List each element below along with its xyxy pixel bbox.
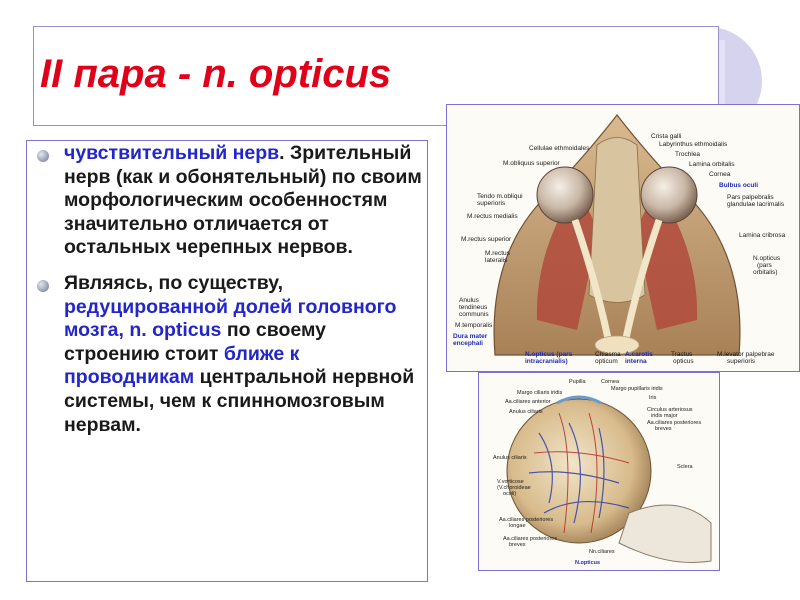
label-carotis-1: A.carotis (625, 351, 653, 358)
label-tractus-1: Tractus (671, 351, 693, 358)
label-aa-ciliares-post-1: Aa.ciliares posteriores (647, 420, 702, 426)
label-anulus-2: tendineus (459, 304, 488, 311)
label-dura-2: encephali (453, 340, 483, 347)
bullet2-highlight2: ближе к проводникам (64, 342, 300, 389)
bullet1-text: . Зрительный нерв (как и обонятельный) по своим морфологическим особенностям значительно отличается от остальных черепных нервов. (64, 142, 422, 259)
label-tractus-2: opticus (673, 358, 694, 365)
label-v-vorticose-3: oculi) (503, 491, 517, 497)
label-circulus-1: Circulus arteriosus (647, 407, 693, 413)
eyeball-figure (478, 372, 720, 571)
label-aa-post-breves-2: breves (509, 542, 526, 548)
label-circulus-2: iridis major (651, 413, 678, 419)
label-n-opticus-intra-1: N.opticus (pars (525, 351, 573, 358)
label-m-rectus-medialis: M.rectus medialis (467, 213, 518, 220)
label-pars-palp-1: Pars palpebralis (727, 194, 774, 201)
label-margo-ciliaris: Margo ciliaris iridis (517, 390, 563, 396)
bullet2-part1: Являясь, по существу, (64, 271, 284, 294)
label-aa-post-longae-1: Aa.ciliares posteriores (499, 517, 554, 523)
label-m-rectus-lat-1: M.rectus (485, 250, 510, 257)
label-aa-post-breves-1: Aa.ciliares posteriores (503, 536, 558, 542)
label-tendo-2: superioris (477, 200, 506, 207)
label-n-opticus-orb-3: orbitalis) (753, 269, 778, 276)
slide-title: II пара - n. opticus (40, 52, 392, 96)
label-lamina-cribrosa: Lamina cribrosa (739, 232, 786, 239)
label-m-temporalis: M.temporalis (455, 322, 493, 329)
label-v-vorticose-1: V.vorticose (497, 479, 524, 485)
bullet-dot-icon (37, 150, 49, 162)
label-sclera: Sclera (677, 464, 693, 470)
label-n-opticus-orb-2: (pars (757, 262, 772, 269)
label-levator-1: M.levator palpebrae (717, 351, 775, 358)
bullet-item-1 (37, 142, 422, 260)
bullet-item-2 (37, 272, 422, 437)
label-m-rectus-superior: M.rectus superior (461, 236, 512, 243)
label-anulus-ciliaris: Anulus ciliaris (493, 455, 527, 461)
label-anulus-1: Anulus (459, 297, 479, 304)
eyeball-illustration (479, 373, 720, 571)
label-n-opticus-intra-2: intracranialis) (525, 358, 568, 365)
label-aa-post-longae-2: longae (509, 523, 526, 529)
orbit-figure (446, 104, 800, 372)
label-trochlea: Trochlea (675, 151, 701, 158)
label-lamina-orbitalis: Lamina orbitalis (689, 161, 735, 168)
label-chiasma-2: opticum (595, 358, 618, 365)
label-m-rectus-lat-2: lateralis (485, 257, 508, 264)
label-dura-1: Dura mater (453, 333, 488, 340)
label-carotis-2: interna (625, 358, 647, 365)
bullet-list (37, 142, 422, 437)
label-tendo-1: Tendo m.obliqui (477, 193, 523, 200)
label-pars-palp-2: glandulae lacrimalis (727, 201, 785, 208)
label-pupilla: Pupilla (569, 379, 586, 385)
bullet2-highlight1: редуцированной долей головного мозга, n. opticus (64, 295, 397, 342)
label-n-opticus-orb-1: N.opticus (753, 255, 781, 262)
label-aa-ciliares-post-2: breves (655, 426, 672, 432)
label-m-obliquus-sup: M.obliquus superior (503, 160, 560, 167)
label-margo-pupillaris: Margo pupillaris iridis (611, 386, 663, 392)
bullet1-highlight: чувствительный нерв (64, 142, 280, 164)
label-cellulae: Cellulae ethmoidales (529, 145, 590, 152)
bullet-dot-icon (37, 280, 49, 292)
label-n-ciliares: Nn.ciliares (589, 549, 615, 555)
label-n-opticus: N.opticus (575, 560, 601, 566)
bullet2-part2: по своему строению стоит (64, 319, 327, 365)
label-chiasma-1: Chiasma (595, 351, 621, 358)
label-cornea: Cornea (709, 171, 731, 178)
label-aa-ciliares-ant: Aa.ciliares anterior (505, 399, 551, 405)
label-anulus-ciliaris-top: Anulus ciliaris (509, 409, 543, 415)
label-levator-2: superioris (727, 358, 756, 365)
label-labyrinthus: Labyrinthus ethmoidalis (659, 141, 728, 148)
orbit-illustration (447, 105, 800, 372)
label-anulus-3: communis (459, 311, 489, 318)
bullet2-part3: центральной нервной системы, чем к спинномозговым нервам. (64, 366, 415, 436)
label-v-vorticose-2: (V.choroideae (497, 485, 531, 491)
label-iris: Iris (649, 395, 657, 401)
label-bulbus: Bulbus oculi (719, 182, 758, 189)
label-crista-galli: Crista galli (651, 133, 682, 140)
label-eye-cornea: Cornea (601, 379, 620, 385)
